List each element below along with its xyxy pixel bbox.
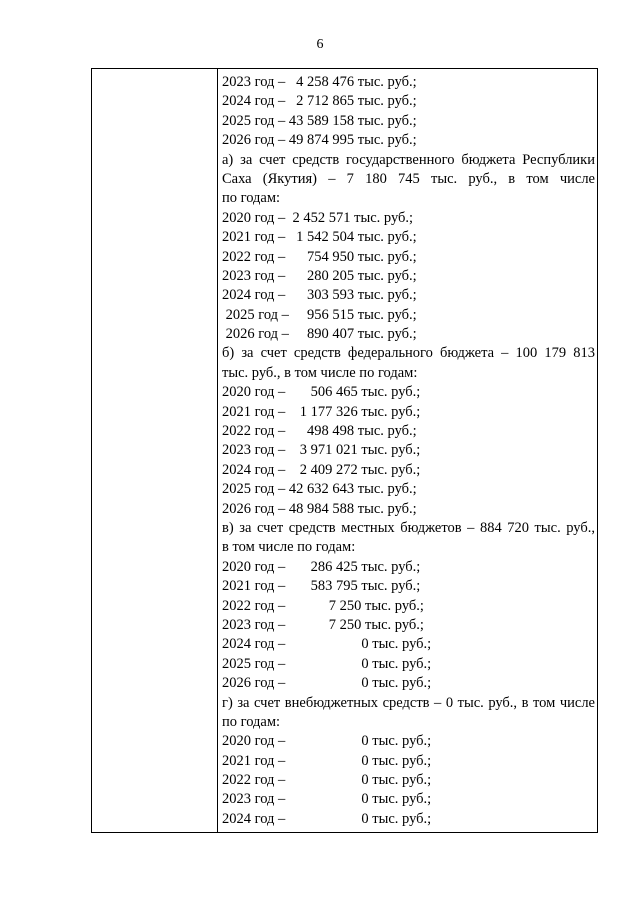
text-line: 2025 год – 0 тыс. руб.;	[222, 655, 432, 672]
text-line: 2022 год – 0 тыс. руб.;	[222, 772, 432, 789]
text-line: по годам:	[222, 190, 281, 207]
text-line: тыс. руб., в том числе по годам:	[222, 364, 418, 381]
text-line: 2023 год – 3 971 021 тыс. руб.;	[222, 442, 421, 459]
text-line: Саха (Якутия) – 7 180 745 тыс. руб., в том числе	[222, 170, 595, 187]
text-line: 2020 год – 286 425 тыс. руб.;	[222, 558, 421, 575]
page-number: 6	[316, 37, 324, 52]
text-line: 2026 год – 890 407 тыс. руб.;	[222, 326, 417, 343]
text-line: в) за счет средств местных бюджетов – 884 720 тыс. руб.,	[222, 519, 595, 536]
text-line: 2022 год – 754 950 тыс. руб.;	[222, 248, 417, 265]
text-line: 2024 год – 0 тыс. руб.;	[222, 810, 432, 827]
text-line: 2023 год – 0 тыс. руб.;	[222, 791, 432, 808]
text-line: 2020 год – 506 465 тыс. руб.;	[222, 384, 421, 401]
text-line: 2024 год – 2 712 865 тыс. руб.;	[222, 93, 417, 110]
text-line: 2021 год – 583 795 тыс. руб.;	[222, 578, 421, 595]
text-line: 2023 год – 4 258 476 тыс. руб.;	[222, 74, 417, 90]
text-line: 2025 год – 43 589 158 тыс. руб.;	[222, 112, 417, 129]
text-line: г) за счет внебюджетных средств – 0 тыс. руб., в том числе	[222, 694, 595, 711]
text-line: 2026 год – 0 тыс. руб.;	[222, 675, 432, 692]
text-line: 2024 год – 0 тыс. руб.;	[222, 636, 432, 653]
text-line: 2025 год – 42 632 643 тыс. руб.;	[222, 481, 417, 498]
text-line: в том числе по годам:	[222, 539, 356, 556]
table-left-cell	[92, 69, 218, 832]
text-line: 2024 год – 303 593 тыс. руб.;	[222, 287, 417, 304]
text-line: 2022 год – 7 250 тыс. руб.;	[222, 597, 424, 614]
table-right-cell	[218, 69, 597, 832]
text-line: 2024 год – 2 409 272 тыс. руб.;	[222, 461, 421, 478]
text-line: 2023 год – 7 250 тыс. руб.;	[222, 616, 424, 633]
text-line: 2021 год – 1 177 326 тыс. руб.;	[222, 403, 421, 420]
text-line: 2025 год – 956 515 тыс. руб.;	[222, 306, 417, 323]
text-line: 2026 год – 49 874 995 тыс. руб.;	[222, 132, 417, 149]
text-line: 2021 год – 0 тыс. руб.;	[222, 752, 432, 769]
text-line: 2022 год – 498 498 тыс. руб.;	[222, 423, 417, 440]
text-line: 2020 год – 2 452 571 тыс. руб.;	[222, 209, 414, 226]
text-line: 2021 год – 1 542 504 тыс. руб.;	[222, 229, 417, 246]
text-line: б) за счет средств федерального бюджета – 100 179 813	[222, 345, 595, 362]
text-line: а) за счет средств государственного бюджета Республики	[222, 151, 595, 168]
text-line: 2023 год – 280 205 тыс. руб.;	[222, 267, 417, 284]
text-line: 2026 год – 48 984 588 тыс. руб.;	[222, 500, 417, 517]
text-line: 2020 год – 0 тыс. руб.;	[222, 733, 432, 750]
text-line: по годам:	[222, 713, 281, 730]
funding-table	[91, 68, 598, 833]
